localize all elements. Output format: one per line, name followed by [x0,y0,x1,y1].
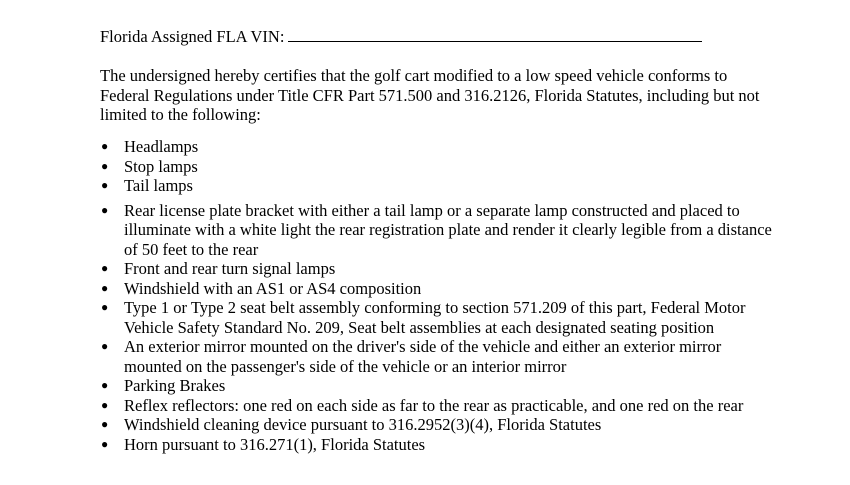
list-item-text: Front and rear turn signal lamps [124,259,336,278]
list-item [100,435,780,455]
list-item [100,279,780,299]
list-item [100,137,780,157]
list-item [100,176,780,196]
list-item-text: Tail lamps [124,176,193,195]
list-item-text: An exterior mirror mounted on the driver's side of the vehicle and either an exterior mirror mounted on the passenger's side of the vehicle or an interior mirror [124,337,722,376]
list-item-text: Type 1 or Type 2 seat belt assembly conforming to section 571.209 of this part, Federal Motor Vehicle Safety Standard No. 209, Seat belt assemblies at each designated seating position [124,298,746,337]
vin-label: Florida Assigned FLA VIN: [100,27,285,46]
bullet-icon: ● [101,417,109,431]
bullet-icon: ● [101,378,109,392]
list-item [100,396,780,416]
list-item-text: Headlamps [124,137,199,156]
bullet-icon: ● [101,397,109,412]
list-item [100,337,780,376]
vin-input-line[interactable] [288,25,702,42]
list-item [100,376,780,396]
list-item-text: Reflex reflectors: one red on each side as far to the rear as practicable, and one red on the rear [124,395,744,415]
list-item-text: Windshield cleaning device pursuant to 316.2952(3)(4), Florida Statutes [124,415,602,434]
list-item [100,157,780,177]
bullet-icon: ● [101,202,109,217]
bullet-icon: ● [101,300,109,314]
list-item-text: Stop lamps [124,156,198,176]
list-item [100,259,780,279]
bullet-icon: ● [101,436,109,451]
list-item [100,415,780,435]
list-item [100,298,780,337]
list-item-text: Parking Brakes [124,376,226,395]
bullet-icon: ● [101,280,109,295]
vin-row [100,25,702,47]
list-item-text: Rear license plate bracket with either a tail lamp or a separate lamp constructed and placed to illuminate with a white light the rear registration plate and render it clearly legible from a distance of 50 feet to the rear [124,200,772,259]
requirements-list [100,137,780,454]
bullet-icon: ● [101,178,109,192]
bullet-icon: ● [101,139,109,153]
bullet-icon: ● [101,158,109,173]
list-item-text: Windshield with an AS1 or AS4 composition [124,278,422,298]
bullet-icon: ● [101,261,109,275]
bullet-icon: ● [101,339,109,353]
list-item [100,201,780,260]
certification-paragraph: The undersigned hereby certifies that the golf cart modified to a low speed vehicle conforms to Federal Regulations under Title CFR Part 571.500 and 316.2126, Florida Statutes, including but not limited to the following: [100,66,760,124]
list-item-text: Horn pursuant to 316.271(1), Florida Statutes [124,434,426,454]
